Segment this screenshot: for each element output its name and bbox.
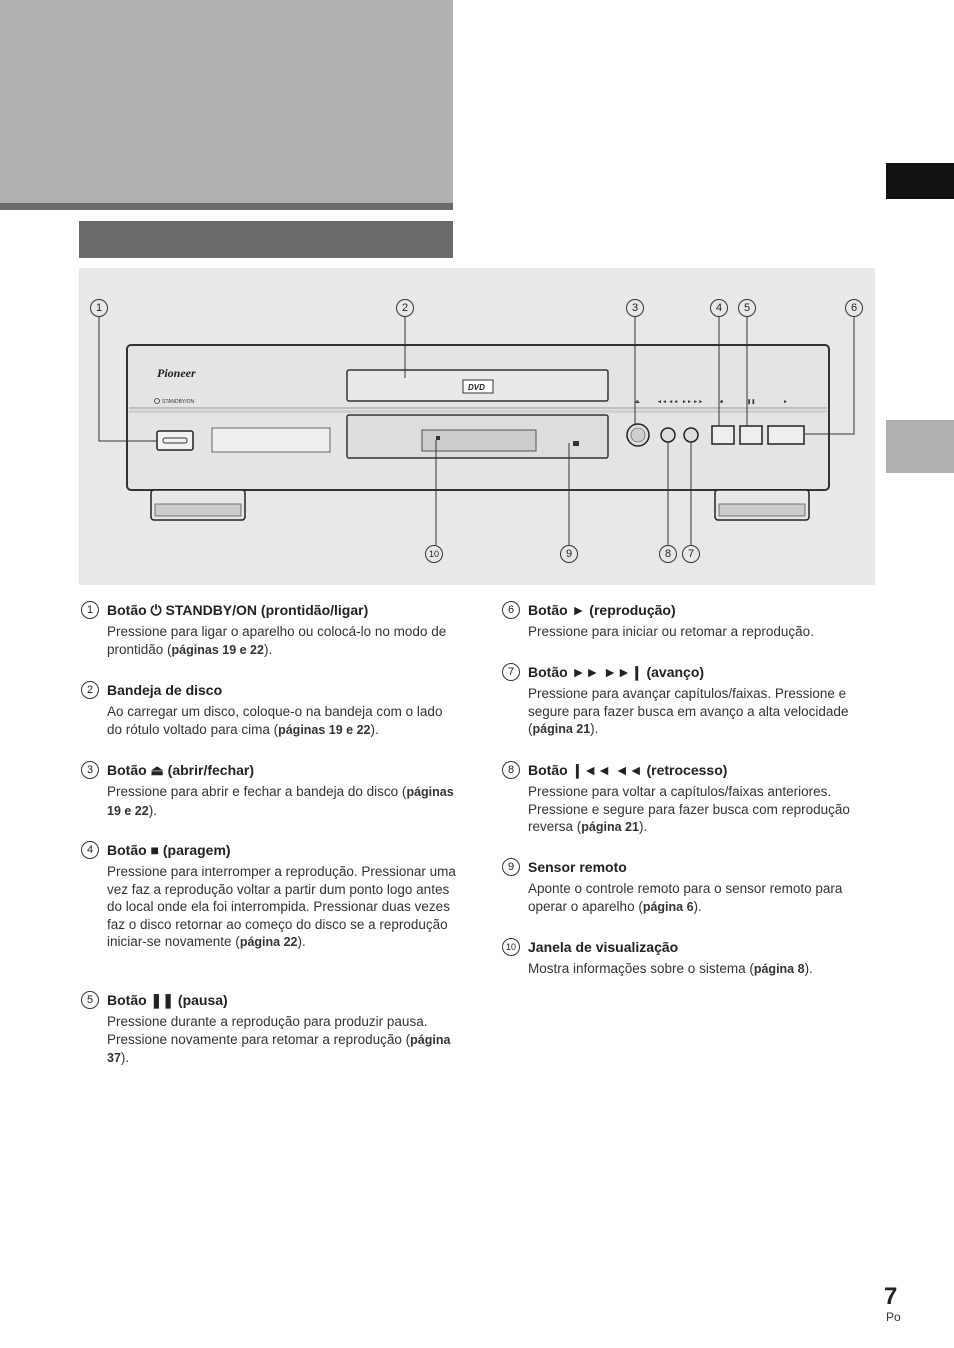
entry-number: 7 <box>502 663 520 681</box>
entry-10 <box>502 938 862 978</box>
entry-number: 3 <box>81 761 99 779</box>
entry-title: Janela de visualização <box>528 939 679 955</box>
callout-3: 3 <box>626 299 644 317</box>
callout-8: 8 <box>659 545 677 563</box>
section-title-bar <box>79 221 453 258</box>
entry-title: Botão ■ (paragem) <box>107 842 231 858</box>
entry-body: Pressione para interromper a reprodução. Pressionar uma vez faz a reprodução voltar a partir dum ponto logo antes do local onde ela foi interrompida. Pressionar duas vezes faz o disco retornar ao começo do disco se a reprodução iniciar-se novamente (página 22). <box>107 864 456 950</box>
front-panel-illustration <box>79 268 875 585</box>
entry-body: Pressione para iniciar ou retomar a reprodução. <box>528 624 814 639</box>
dvd-logo: DVD <box>468 383 485 392</box>
entry-body: Pressione para avançar capítulos/faixas. Pressione e segure para fazer busca em avanço a alta velocidade (página 21). <box>528 686 849 737</box>
side-tab-gray <box>886 420 954 473</box>
callout-7: 7 <box>682 545 700 563</box>
header-block <box>0 0 453 203</box>
callout-9: 9 <box>560 545 578 563</box>
entry-title: Botão ⏻ STANDBY/ON (prontidão/ligar) <box>107 602 369 618</box>
front-panel-diagram <box>79 268 875 585</box>
header-rule <box>0 203 453 210</box>
entry-9 <box>502 858 862 918</box>
entry-1 <box>81 601 447 661</box>
entry-body: Aponte o controle remoto para o sensor remoto para operar o aparelho (página 6). <box>528 881 843 914</box>
entry-5 <box>81 991 451 1071</box>
entry-title: Botão ►► ►►❙ (avanço) <box>528 664 705 680</box>
svg-text:■: ■ <box>720 399 724 405</box>
svg-text:◄◄ ◄◄: ◄◄ ◄◄ <box>657 399 679 405</box>
entry-title: Sensor remoto <box>528 859 627 875</box>
page-language: Po <box>886 1310 901 1324</box>
entry-body: Pressione para voltar a capítulos/faixas anteriores. Pressione e segure para fazer busca com reprodução reversa (página 21). <box>528 784 850 835</box>
entry-number: 1 <box>81 601 99 619</box>
side-tab-black <box>886 163 954 199</box>
brand-logo: Pioneer <box>157 366 196 380</box>
standby-label: STANDBY/ON <box>162 399 195 405</box>
page-number: 7 <box>884 1283 898 1310</box>
callout-6: 6 <box>845 299 863 317</box>
entry-4 <box>81 841 456 971</box>
entry-title: Bandeja de disco <box>107 682 223 698</box>
entry-7 <box>502 663 862 743</box>
entry-title: Botão ❚❚ (pausa) <box>107 992 228 1008</box>
entry-title: Botão ❙◄◄ ◄◄ (retrocesso) <box>528 762 728 778</box>
entry-2 <box>81 681 441 741</box>
callout-10: 10 <box>425 545 443 563</box>
callout-5: 5 <box>738 299 756 317</box>
entry-number: 5 <box>81 991 99 1009</box>
entry-body: Ao carregar um disco, coloque-o na bandeja com o lado do rótulo voltado para cima (páginas 19 e 22). <box>107 704 443 737</box>
svg-text:►: ► <box>783 399 788 405</box>
entry-number: 4 <box>81 841 99 859</box>
entry-title: Botão ⏏ (abrir/fechar) <box>107 762 255 778</box>
entry-body: Pressione para abrir e fechar a bandeja do disco (páginas 19 e 22). <box>107 784 454 818</box>
callout-1: 1 <box>90 299 108 317</box>
entry-3 <box>81 761 454 821</box>
callout-2: 2 <box>396 299 414 317</box>
entry-8 <box>502 761 862 841</box>
entry-number: 9 <box>502 858 520 876</box>
svg-text:⏏: ⏏ <box>635 399 640 405</box>
entry-body: Mostra informações sobre o sistema (página 8). <box>528 961 813 976</box>
callout-4: 4 <box>710 299 728 317</box>
entry-6 <box>502 601 862 641</box>
entry-body: Pressione durante a reprodução para produzir pausa. Pressione novamente para retomar a reprodução (página 37). <box>107 1014 451 1066</box>
entry-number: 10 <box>502 938 520 956</box>
svg-text:❚❚: ❚❚ <box>747 399 756 405</box>
svg-text:►► ►►: ►► ►► <box>682 399 704 405</box>
entry-body: Pressione para ligar o aparelho ou colocá-lo no modo de prontidão (páginas 19 e 22). <box>107 624 447 657</box>
entry-number: 8 <box>502 761 520 779</box>
entry-title: Botão ► (reprodução) <box>528 602 676 618</box>
entry-number: 2 <box>81 681 99 699</box>
entry-number: 6 <box>502 601 520 619</box>
